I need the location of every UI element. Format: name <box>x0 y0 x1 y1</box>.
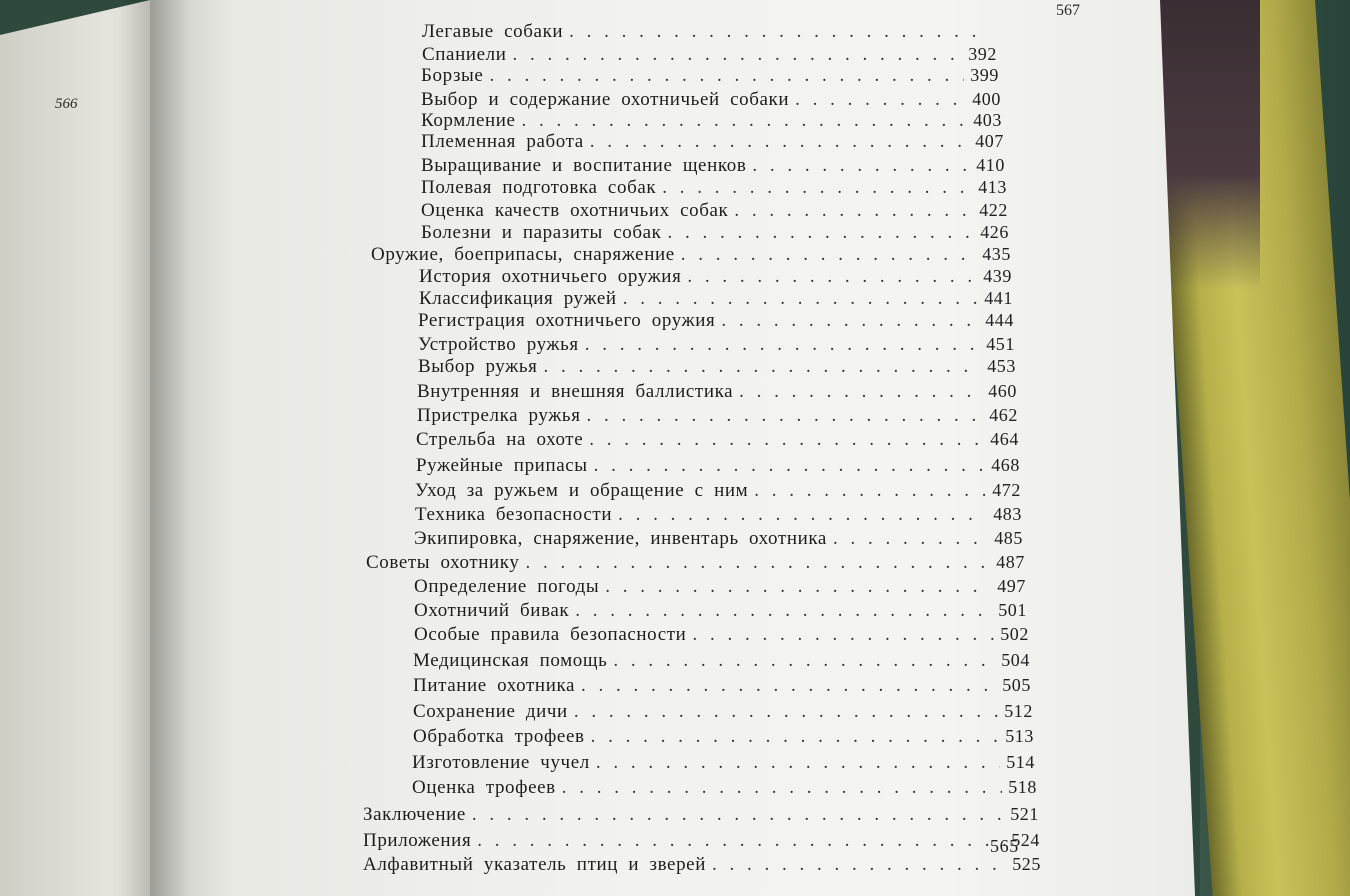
toc-entry <box>421 64 999 86</box>
toc-entry-page: 399 <box>970 65 999 85</box>
toc-entry-page: 439 <box>983 266 1012 286</box>
toc-entry-leader <box>544 356 982 378</box>
toc-entry-leader <box>585 334 980 356</box>
toc-entry-page: 426 <box>980 222 1009 242</box>
toc-entry-page: 504 <box>1001 650 1030 670</box>
toc-entry <box>421 88 1001 110</box>
toc-entry-trailing-page <box>990 835 1042 857</box>
toc-entry <box>413 700 1033 722</box>
toc-entry-page: 501 <box>998 600 1027 620</box>
toc-entry-leader <box>562 777 1002 799</box>
toc-entry-leader <box>668 222 975 244</box>
toc-entry <box>415 503 1022 525</box>
toc-entry-page: 444 <box>985 310 1014 330</box>
toc-entry-title: Классификация ружей <box>419 288 617 309</box>
toc-entry-title: Борзые <box>421 65 484 86</box>
toc-entry-title: Легавые собаки <box>422 21 564 42</box>
toc-entry-title: Заключение <box>363 804 466 825</box>
toc-entry-page: 441 <box>984 288 1013 308</box>
toc-entry-title: Охотничий бивак <box>414 600 570 621</box>
toc-entry-page: 468 <box>991 455 1020 475</box>
toc-entry-title: Советы охотнику <box>366 552 520 573</box>
toc-entry-leader <box>522 110 968 132</box>
toc-entry-title: Сохранение дичи <box>413 701 568 722</box>
toc-entry-leader <box>692 624 994 646</box>
toc-entry-page: 512 <box>1004 701 1033 721</box>
toc-entry <box>418 355 1016 377</box>
toc-entry <box>419 287 1013 309</box>
toc-entry-page: 460 <box>988 381 1017 401</box>
toc-entry-page: 464 <box>990 429 1019 449</box>
toc-entry-leader <box>591 726 1000 748</box>
toc-entry-leader <box>623 288 979 310</box>
left-page-number: 566 <box>55 96 78 112</box>
toc-entry-leader <box>833 528 988 550</box>
toc-entry-page: 497 <box>997 576 1026 596</box>
toc-entry-title: Кормление <box>421 110 516 131</box>
toc-entry-leader <box>618 504 987 526</box>
toc-entry-title: Оценка трофеев <box>412 777 556 798</box>
toc-entry-leader <box>613 650 995 672</box>
toc-entry-leader <box>605 576 991 598</box>
toc-entry-title: Болезни и паразиты собак <box>421 222 662 243</box>
toc-entry-page: 462 <box>989 405 1018 425</box>
toc-entry <box>414 623 1029 645</box>
toc-entry-page: 502 <box>1000 624 1029 644</box>
toc-entry-page: 451 <box>986 334 1015 354</box>
toc-section <box>371 243 1011 265</box>
toc-entry <box>412 776 1037 798</box>
toc-entry-page: 518 <box>1008 777 1037 797</box>
toc-entry-leader <box>513 44 963 66</box>
toc-entry-leader <box>734 200 973 222</box>
toc-entry-leader <box>596 752 1000 774</box>
toc-entry-page: 525 <box>1012 854 1041 874</box>
toc-entry-page: 514 <box>1006 752 1035 772</box>
toc-entry-title: Внутренняя и внешняя баллистика <box>417 381 734 402</box>
toc-entry <box>413 725 1034 747</box>
toc-entry-title: Уход за ружьем и обращение с ним <box>415 480 749 501</box>
toc-entry-leader <box>569 21 986 43</box>
toc-entry-title: Изготовление чучел <box>412 752 590 773</box>
toc-entry-title: Пристрелка ружья <box>417 405 581 426</box>
toc-entry-page: 485 <box>994 528 1023 548</box>
toc-entry <box>421 221 1009 243</box>
toc-entry <box>417 404 1018 426</box>
toc-entry <box>421 154 1005 176</box>
toc-entry-title: Регистрация охотничьего оружия <box>418 310 716 331</box>
toc-entry-page: 435 <box>982 244 1011 264</box>
toc-entry-leader <box>587 405 984 427</box>
toc-entry <box>422 21 992 43</box>
toc-entry <box>414 527 1023 549</box>
toc-entry <box>418 309 1014 331</box>
toc-entry-leader <box>721 310 979 332</box>
toc-entry-leader <box>590 131 969 153</box>
toc-entry-leader <box>687 266 977 288</box>
toc-entry-page: 505 <box>1002 675 1031 695</box>
toc-entry-title: Оценка качеств охотничьих собак <box>421 200 729 221</box>
toc-entry-title: История охотничьего оружия <box>419 266 682 287</box>
toc-entry-page: 407 <box>975 131 1004 151</box>
toc-entry-page: 400 <box>972 89 1001 109</box>
toc-section <box>363 803 1039 825</box>
toc-entry-title: Племенная работа <box>421 131 584 152</box>
toc-entry <box>414 575 1026 597</box>
toc-entry <box>421 130 1004 152</box>
toc-entry-leader <box>594 455 986 477</box>
toc-entry-title: Экипировка, снаряжение, инвентарь охотника <box>414 528 827 549</box>
toc-entry-leader <box>581 675 996 697</box>
right-page-number: 567 <box>1056 2 1080 19</box>
toc-entry-page: 422 <box>979 200 1008 220</box>
toc-entry-title: Полевая подготовка собак <box>421 177 657 198</box>
toc-entry-title: Выбор и содержание охотничьей собаки <box>421 89 790 110</box>
toc-entry <box>412 751 1035 773</box>
toc-entry <box>421 109 1002 131</box>
toc-entry <box>414 599 1027 621</box>
toc-entry <box>416 428 1019 450</box>
toc-entry-leader <box>681 244 976 266</box>
toc-entry-page: 521 <box>1010 804 1039 824</box>
toc-entry-leader <box>662 177 972 199</box>
toc-entry-title: Особые правила безопасности <box>414 624 687 645</box>
toc-entry-page: 483 <box>993 504 1022 524</box>
toc-section <box>363 853 1041 875</box>
toc-entry-title: Спаниели <box>422 44 507 65</box>
toc-entry-title: Стрельба на охоте <box>416 429 584 450</box>
toc-entry-title: Оружие, боеприпасы, снаряжение <box>371 244 675 265</box>
toc-entry-leader <box>739 381 982 403</box>
toc-entry-leader <box>589 429 984 451</box>
toc-entry-title: Выращивание и воспитание щенков <box>421 155 747 176</box>
toc-entry-leader <box>754 480 986 502</box>
toc-entry <box>418 333 1015 355</box>
toc-entry-title: Ружейные припасы <box>416 455 588 476</box>
toc-entry <box>422 43 997 65</box>
toc-entry <box>419 265 1012 287</box>
toc-entry-leader <box>575 600 992 622</box>
toc-entry-page: 524 <box>1011 830 1040 850</box>
toc-entry-title: Определение погоды <box>414 576 600 597</box>
toc-entry-title: Алфавитный указатель птиц и зверей <box>363 854 706 875</box>
toc-entry-page: 392 <box>968 44 997 64</box>
toc-entry-leader <box>472 804 1004 826</box>
toc-entry-page: 472 <box>992 480 1021 500</box>
toc-entry <box>413 674 1031 696</box>
toc-entry-title: Обработка трофеев <box>413 726 585 747</box>
toc-entry <box>413 649 1030 671</box>
toc-entry-leader <box>712 854 1006 876</box>
toc-entry-page: 565 <box>990 836 1019 856</box>
toc-entry-title: Питание охотника <box>413 675 576 696</box>
toc-entry-page: 403 <box>973 110 1002 130</box>
toc-entry-leader <box>752 155 970 177</box>
toc-entry-page: 513 <box>1005 726 1034 746</box>
toc-entry <box>416 454 1020 476</box>
toc-entry-leader <box>795 89 966 111</box>
toc-entry-title: Устройство ружья <box>418 334 579 355</box>
toc-section <box>363 829 1040 851</box>
toc-entry-title: Приложения <box>363 830 472 851</box>
toc-entry-page: 413 <box>978 177 1007 197</box>
toc-section <box>366 551 1025 573</box>
toc-entry-leader <box>574 701 998 723</box>
toc-entry-title: Медицинская помощь <box>413 650 608 671</box>
toc-entry-page: 487 <box>996 552 1025 572</box>
toc-entry-page: 410 <box>976 155 1005 175</box>
toc-entry-leader <box>477 830 1005 852</box>
toc-entry <box>421 199 1008 221</box>
toc-entry <box>421 176 1007 198</box>
toc-entry-leader <box>489 65 964 87</box>
toc-entry-title: Выбор ружья <box>418 356 538 377</box>
toc-entry-leader <box>525 552 990 574</box>
toc-entry <box>417 380 1017 402</box>
toc-entry-title: Техника безопасности <box>415 504 613 525</box>
toc-entry <box>415 479 1021 501</box>
toc-entry-page: 453 <box>987 356 1016 376</box>
